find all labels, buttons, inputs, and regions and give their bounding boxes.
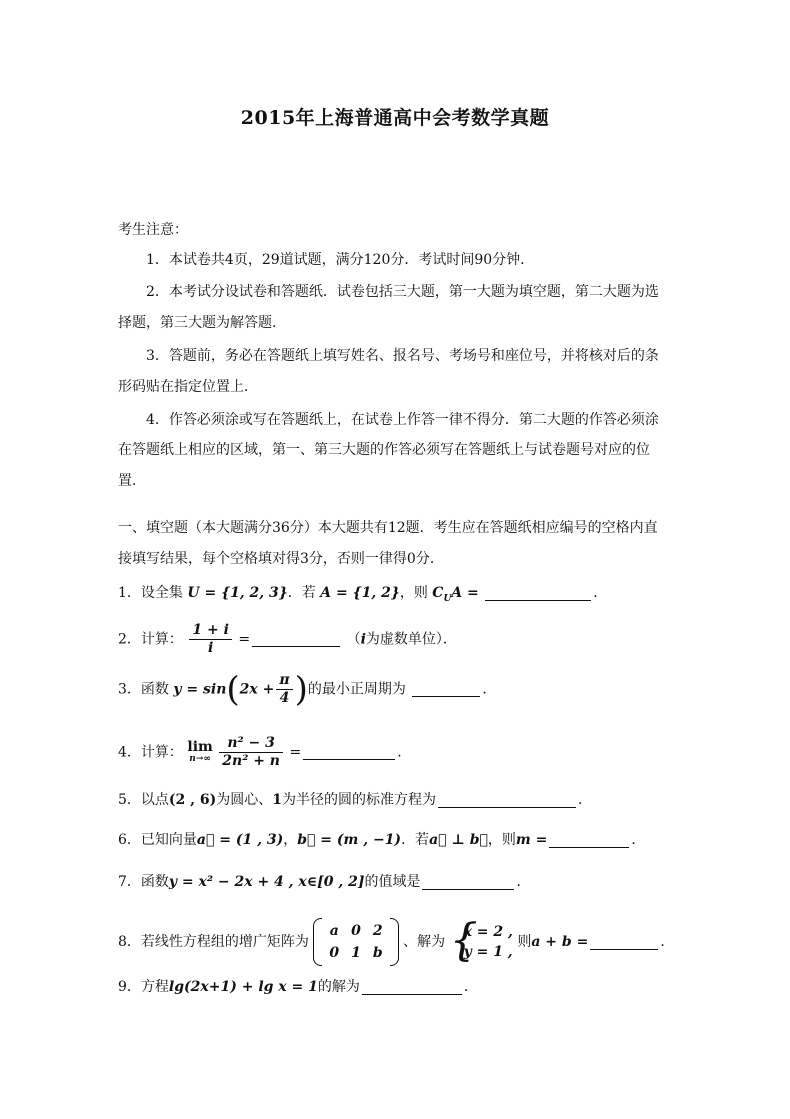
question-7: 7．函数y = x² − 2x + 4 , x∈[0 , 2]的值域是 ． [118, 874, 531, 890]
answer-blank-6[interactable] [549, 833, 629, 848]
answer-blank-2[interactable] [252, 632, 340, 647]
solution-system: { x = 2 , y = 1 , [449, 915, 513, 966]
augmented-matrix: a 0 2 0 1 b [313, 920, 398, 964]
notice-item-3-cont: 形码贴在指定位置上． [118, 379, 258, 395]
section-1-header-cont: 接填写结果，每个空格填对得3分，否则一律得0分． [118, 551, 444, 567]
answer-blank-8[interactable] [590, 935, 658, 950]
answer-blank-7[interactable] [422, 875, 514, 890]
page-title: 2015年上海普通高中会考数学真题 [240, 107, 550, 129]
question-5: 5．以点(2 , 6)为圆心、1为半径的圆的标准方程为 ． [118, 792, 593, 808]
notice-item-4-cont2: 置． [118, 473, 146, 489]
answer-blank-9[interactable] [362, 980, 462, 995]
question-6: 6．已知向量a⃗ = (1 , 3)，b⃗ = (m , −1)．若a⃗ ⊥ b⃗，则m = ． [118, 832, 646, 848]
notice-item-1: 1．本试卷共4页，29道试题，满分120分．考试时间90分钟． [146, 252, 535, 268]
answer-blank-5[interactable] [438, 793, 576, 808]
answer-blank-3[interactable] [412, 682, 480, 697]
question-8: 8．若线性方程组的增广矩阵为 a 0 2 0 1 b 、解为 { x = 2 , y = 1 , 则a + b = ． [118, 915, 675, 966]
fraction: $\frac{1 + i}{i}$ [189, 622, 232, 657]
question-3: 3．函数 y = sin(2x + $\frac{\pi}{4}$ )的最小正周期为 ． [118, 669, 497, 710]
notice-heading: 考生注意： [118, 222, 188, 238]
question-9: 9．方程lg(2x+1) + lg x = 1的解为 ． [118, 979, 478, 995]
answer-blank-4[interactable] [303, 745, 395, 760]
question-1: 1．设全集 U = {1, 2, 3}．若 A = {1, 2}，则 $C_UA$ = ． [118, 585, 608, 604]
notice-item-4-cont: 在答题纸上相应的区域，第一、第三大题的作答必须写在答题纸上与试卷题号对应的位 [118, 442, 650, 458]
notice-item-2-cont: 择题，第三大题为解答题． [118, 315, 286, 331]
notice-item-3: 3．答题前，务必在答题纸上填写姓名、报名号、考场号和座位号，并将核对后的条 [146, 348, 659, 364]
answer-blank-1[interactable] [485, 586, 591, 601]
notice-item-2: 2．本考试分设试卷和答题纸．试卷包括三大题，第一大题为填空题，第二大题为选 [146, 284, 659, 300]
question-4: 4．计算： lim n→∞ $\frac{\text{n² − 3}}{\text{2n² + n}}$ = ． [118, 735, 412, 769]
question-2: 2．计算： $\frac{1 + i}{i}$ = （i为虚数单位）． [118, 622, 457, 656]
notice-item-4: 4．作答必须涂或写在答题纸上，在试卷上作答一律不得分．第二大题的作答必须涂 [146, 412, 659, 428]
section-1-header: 一、填空题（本大题满分36分）本大题共有12题．考生应在答题纸相应编号的空格内直 [118, 520, 658, 536]
